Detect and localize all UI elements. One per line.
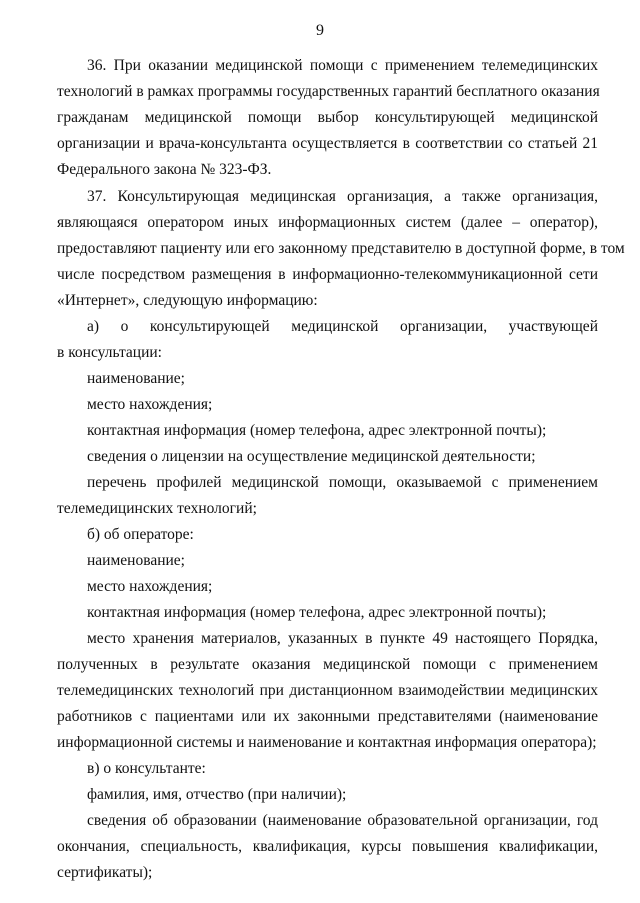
text-line: сертификаты); [57, 864, 153, 881]
text-line: телемедицинских технологий; [57, 500, 257, 517]
text-line: место нахождения; [87, 578, 213, 595]
text-line: сведения о лицензии на осуществление медицинской деятельности; [87, 448, 536, 465]
text-line: технологий в рамках программы государственных гарантий бесплатного оказания [57, 83, 600, 100]
text-line: «Интернет», следующую информацию: [57, 292, 318, 309]
text-line: 36. При оказании медицинской помощи с применением телемедицинских [87, 57, 598, 74]
page-number: 9 [316, 22, 324, 39]
text-line: работников с пациентами или их законными представителями (наименование [57, 708, 598, 725]
text-line: полученных в результате оказания медицинской помощи с применением [57, 656, 598, 673]
text-line: а) о консультирующей медицинской организации, участвующей [87, 318, 598, 335]
text-line: телемедицинских технологий при дистанционном взаимодействии медицинских [57, 682, 598, 699]
text-line: наименование; [87, 370, 185, 387]
text-line: наименование; [87, 552, 185, 569]
text-line: б) об операторе: [87, 526, 194, 543]
text-line: контактная информация (номер телефона, адрес электронной почты); [87, 604, 547, 621]
text-line: перечень профилей медицинской помощи, оказываемой с применением [87, 474, 598, 491]
text-line: контактная информация (номер телефона, адрес электронной почты); [87, 422, 547, 439]
text-line: информационной системы и наименование и контактная информация оператора); [57, 734, 597, 751]
text-line: гражданам медицинской помощи выбор консультирующей медицинской [57, 109, 598, 126]
text-line: в) о консультанте: [87, 760, 206, 777]
text-line: 37. Консультирующая медицинская организация, а также организация, [87, 188, 598, 205]
text-line: организации и врача-консультанта осуществляется в соответствии со статьей 21 [57, 135, 598, 152]
text-line: числе посредством размещения в информационно-телекоммуникационной сети [57, 266, 598, 283]
text-line: фамилия, имя, отчество (при наличии); [87, 786, 347, 803]
text-line: место нахождения; [87, 396, 213, 413]
text-line: сведения об образовании (наименование образовательной организации, год [87, 812, 598, 829]
text-line: в консультации: [57, 344, 162, 361]
text-line: предоставляют пациенту или его законному представителю в доступной форме, в том [57, 240, 625, 257]
text-line: окончания, специальность, квалификация, курсы повышения квалификации, [57, 838, 598, 855]
text-line: являющаяся оператором иных информационных систем (далее – оператор), [57, 214, 598, 231]
text-line: место хранения материалов, указанных в пункте 49 настоящего Порядка, [87, 630, 598, 647]
text-line: Федерального закона № 323-ФЗ. [57, 161, 272, 178]
